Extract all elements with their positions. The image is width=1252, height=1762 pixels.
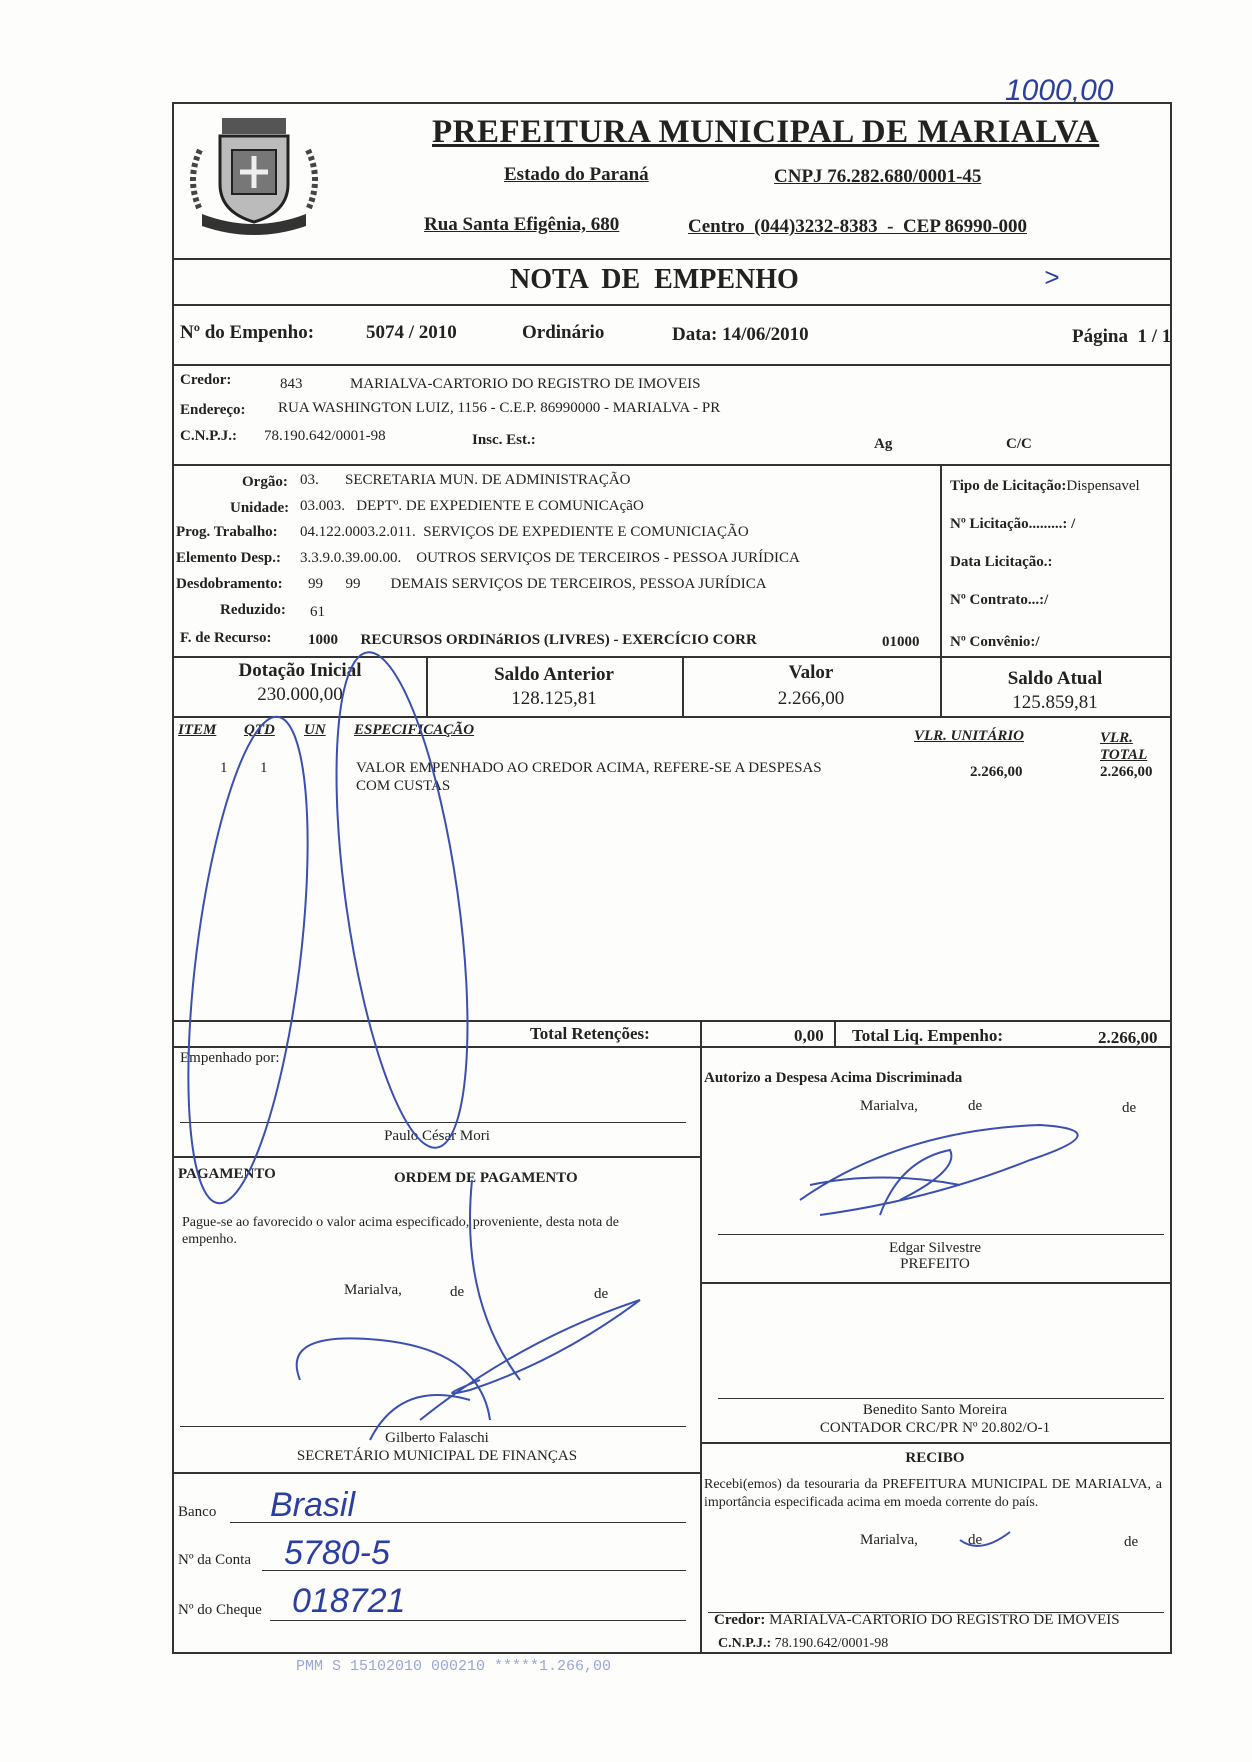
numero-convenio: Nº Convênio:/ — [950, 634, 1040, 650]
contador-name: Benedito Santo Moreira — [862, 1402, 1008, 1418]
municipality-contact: Centro (044)3232-8383 - CEP 86990-000 — [688, 216, 1027, 237]
autorizo-de1: de — [968, 1098, 983, 1114]
cnpj-label: C.N.P.J.: — [180, 428, 237, 444]
dotacao-inicial-label: Dotação Inicial — [238, 660, 362, 681]
pagamento-de1: de — [450, 1284, 465, 1300]
municipality-title: PREFEITURA MUNICIPAL DE MARIALVA — [432, 114, 1100, 150]
autorizo-place: Marialva, — [860, 1098, 918, 1114]
pagamento-label: PAGAMENTO — [178, 1166, 276, 1182]
recibo-de2: de — [1124, 1534, 1139, 1550]
secretario-role: SECRETÁRIO MUNICIPAL DE FINANÇAS — [296, 1448, 578, 1464]
item-unit-value: 2.266,00 — [970, 764, 1023, 780]
recibo-place: Marialva, — [860, 1532, 918, 1548]
ag-label: Ag — [874, 436, 893, 452]
municipality-address: Rua Santa Efigênia, 680 — [424, 214, 620, 235]
col-valor-unitario: VLR. UNITÁRIO — [914, 728, 1025, 744]
numero-contrato: Nº Contrato...:/ — [950, 592, 1049, 608]
secretario-name: Gilberto Falaschi — [385, 1430, 489, 1446]
valor-label: Valor — [788, 662, 834, 683]
desdobramento-label: Desdobramento: — [176, 576, 283, 592]
item-qtd: 1 — [260, 760, 268, 776]
credor-name: MARIALVA-CARTORIO DO REGISTRO DE IMOVEIS — [350, 376, 701, 392]
pagamento-text: Pague-se ao favorecido o valor acima especificado, proveniente, desta nota de empenho. — [182, 1215, 619, 1247]
recibo-credor — [714, 1612, 1120, 1629]
empenho-label: Nº do Empenho: — [180, 322, 315, 343]
recibo-credor-name: MARIALVA-CARTORIO DO REGISTRO DE IMOVEIS — [769, 1612, 1120, 1628]
conta-label: Nº da Conta — [178, 1552, 251, 1568]
handwritten-check-mark: > — [1044, 262, 1060, 292]
handwritten-amount: 1000,00 — [1005, 74, 1114, 107]
item-total-value: 2.266,00 — [1100, 764, 1153, 780]
col-un: UN — [304, 722, 326, 738]
col-item: ITEM — [178, 722, 217, 738]
pagamento-place: Marialva, — [344, 1282, 402, 1298]
dotacao-inicial-value: 230.000,00 — [257, 684, 343, 705]
desdobramento-value: 99 99 DEMAIS SERVIÇOS DE TERCEIROS, PESSOA JURÍDICA — [308, 576, 767, 592]
municipal-crest-icon — [180, 110, 328, 238]
data-licitacao: Data Licitação.: — [950, 554, 1053, 570]
elemento-value: 3.3.9.0.39.00.00. OUTROS SERVIÇOS DE TERCEIROS - PESSOA JURÍDICA — [300, 550, 800, 566]
prefeito-role: PREFEITO — [900, 1256, 970, 1272]
tipo-licitacao-text: Tipo de Licitação: — [950, 478, 1067, 494]
recibo-text: Recebi(emos) da tesouraria da PREFEITURA MUNICIPAL DE MARIALVA, a importância especificada acima em moeda corrente do país. — [704, 1477, 1162, 1510]
col-qtd: QTD — [244, 722, 275, 738]
banco-value: Brasil — [270, 1486, 356, 1524]
cheque-value: 018721 — [292, 1582, 406, 1620]
address-label: Endereço: — [180, 402, 246, 418]
cheque-label: Nº do Cheque — [178, 1602, 262, 1618]
valor-value: 2.266,00 — [777, 688, 845, 709]
print-stamp: PMM S 15102010 000210 *****1.266,00 — [296, 1658, 612, 1675]
orgao-label: Orgão: — [242, 474, 288, 490]
recibo-cnpj-label: C.N.P.J.: — [718, 1636, 772, 1651]
reduzido-value: 61 — [310, 604, 325, 620]
reduzido-label: Reduzido: — [220, 602, 286, 618]
total-liquido-label: Total Liq. Empenho: — [852, 1026, 1003, 1045]
saldo-anterior-value: 128.125,81 — [511, 688, 597, 709]
pagamento-de2: de — [594, 1286, 609, 1302]
municipality-cnpj: CNPJ 76.282.680/0001-45 — [774, 166, 982, 187]
cc-label: C/C — [1006, 436, 1032, 452]
recibo-label: RECIBO — [905, 1450, 965, 1466]
document-title: NOTA DE EMPENHO — [510, 264, 799, 295]
numero-licitacao: Nº Licitação.........: / — [950, 516, 1076, 532]
empenhado-por-label: Empenhado por: — [180, 1050, 280, 1066]
prefeito-name: Edgar Silvestre — [888, 1240, 982, 1256]
item-spec-line1: VALOR EMPENHADO AO CREDOR ACIMA, REFERE-SE A DESPESAS — [356, 760, 822, 776]
credor-label: Credor: — [180, 372, 232, 388]
recibo-cnpj — [718, 1636, 888, 1652]
recibo-de1: de — [968, 1532, 983, 1548]
credor-cnpj: 78.190.642/0001-98 — [264, 428, 386, 444]
unidade-label: Unidade: — [230, 500, 290, 516]
saldo-anterior-label: Saldo Anterior — [494, 664, 614, 685]
recurso-label: F. de Recurso: — [180, 630, 272, 646]
contador-role: CONTADOR CRC/PR Nº 20.802/O-1 — [819, 1420, 1051, 1436]
empenhado-por-name: Paulo César Mori — [384, 1128, 490, 1144]
unidade-value: 03.003. DEPTº. DE EXPEDIENTE E COMUNICAçãO — [300, 498, 644, 514]
saldo-atual-label: Saldo Atual — [1007, 668, 1103, 689]
col-especificacao: ESPECIFICAÇÃO — [354, 722, 475, 738]
empenho-number: 5074 / 2010 — [366, 322, 457, 343]
prog-trabalho-label: Prog. Trabalho: — [176, 524, 278, 540]
credor-code: 843 — [280, 376, 303, 392]
col-valor-total: VLR. TOTAL — [1100, 730, 1148, 763]
banco-label: Banco — [178, 1504, 217, 1520]
recurso-code: 01000 — [882, 634, 920, 650]
credor-address: RUA WASHINGTON LUIZ, 1156 - C.E.P. 86990000 - MARIALVA - PR — [278, 400, 721, 416]
orgao-value: 03. SECRETARIA MUN. DE ADMINISTRAÇÃO — [300, 472, 631, 488]
recurso-value: 1000 RECURSOS ORDINáRIOS (LIVRES) - EXERCÍCIO CORR — [308, 632, 757, 648]
total-retencoes-label: Total Retenções: — [530, 1024, 650, 1043]
tipo-licitacao-value: Dispensavel — [1066, 478, 1140, 494]
empenho-date: Data: 14/06/2010 — [672, 324, 809, 345]
insc-est-label: Insc. Est.: — [472, 432, 536, 448]
total-liquido-value: 2.266,00 — [1098, 1028, 1158, 1047]
ordem-pagamento-label: ORDEM DE PAGAMENTO — [394, 1170, 578, 1186]
total-retencoes-value: 0,00 — [794, 1026, 824, 1045]
autorizo-de2: de — [1122, 1100, 1137, 1116]
conta-value: 5780-5 — [284, 1534, 390, 1572]
empenho-type: Ordinário — [522, 322, 605, 343]
item-spec-line2: COM CUSTAS — [356, 778, 451, 794]
state-name: Estado do Paraná — [504, 164, 649, 185]
elemento-label: Elemento Desp.: — [176, 550, 281, 566]
recibo-credor-label: Credor: — [714, 1612, 766, 1628]
item-number: 1 — [220, 760, 228, 776]
saldo-atual-value: 125.859,81 — [1012, 692, 1098, 713]
prog-trabalho-value: 04.122.0003.2.011. SERVIÇOS DE EXPEDIENTE E COMUNICIAÇÃO — [300, 524, 749, 540]
recibo-cnpj-value: 78.190.642/0001-98 — [774, 1636, 889, 1651]
tipo-licitacao-label — [950, 478, 1140, 495]
page-number: Página 1 / 1 — [1072, 326, 1172, 347]
autorizo-label: Autorizo a Despesa Acima Discriminada — [704, 1070, 963, 1086]
nota-de-empenho-form — [172, 102, 1172, 1654]
